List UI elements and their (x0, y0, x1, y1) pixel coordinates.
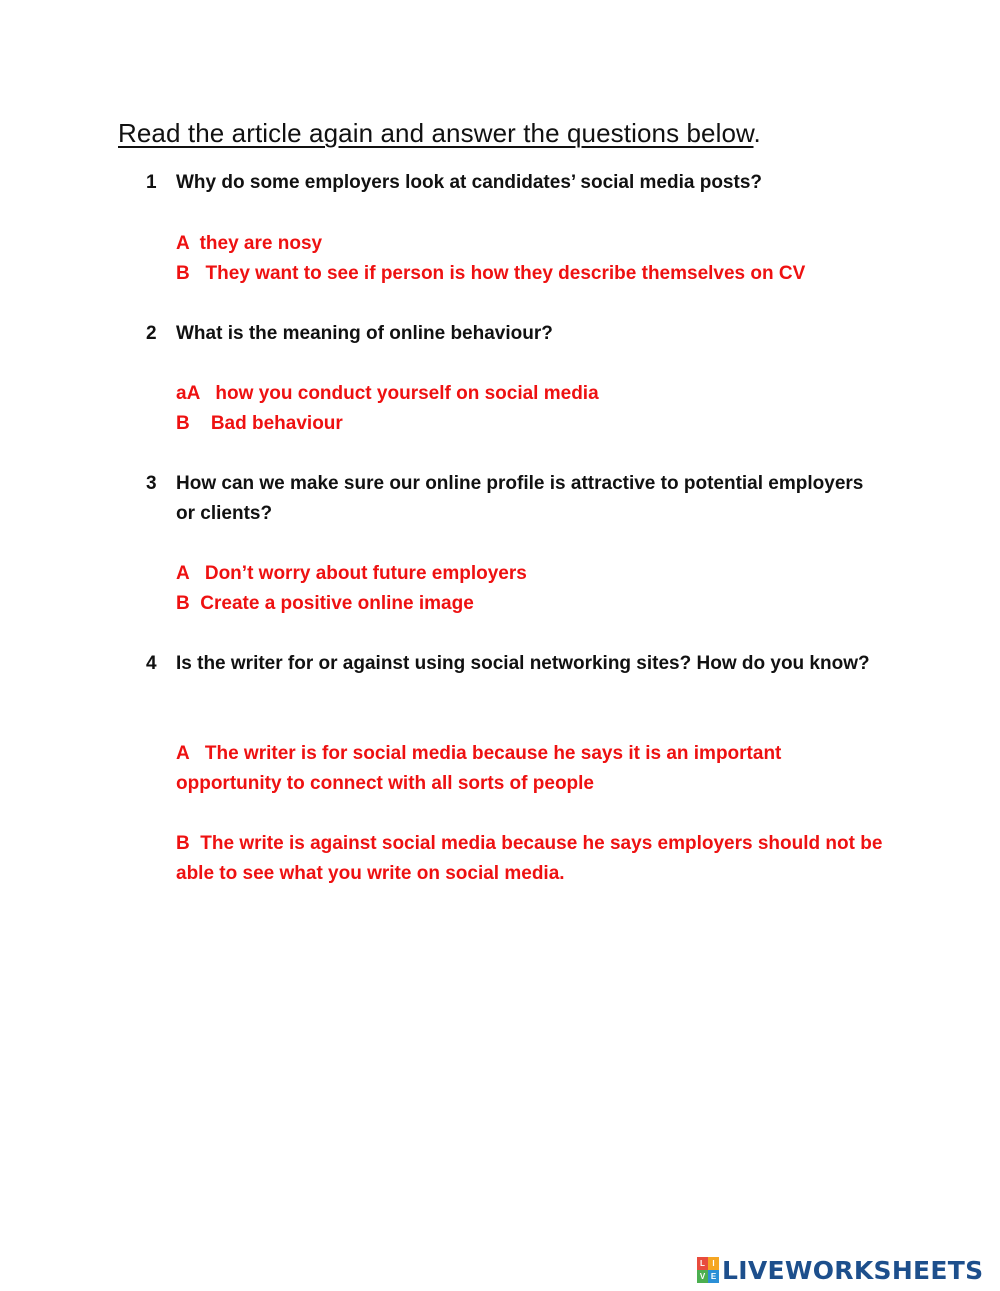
question-2 (146, 319, 886, 349)
answer-3b: B Create a positive online image (176, 593, 474, 614)
question-number: 3 (146, 473, 157, 494)
watermark-text: LIVEWORKSHEETS (722, 1255, 984, 1285)
logo-letter: E (708, 1270, 719, 1283)
question-text: Why do some employers look at candidates’ social media posts? (176, 172, 763, 193)
question-number: 2 (146, 323, 157, 344)
page-title-text: Read the article again and answer the questions below (118, 118, 754, 148)
answer-3a: A Don’t worry about future employers (176, 563, 527, 584)
logo-letter: V (697, 1270, 708, 1283)
question-text: Is the writer for or against using social networking sites? How do you know? (176, 653, 870, 674)
answer-2b: B Bad behaviour (176, 413, 343, 434)
liveworksheets-watermark (697, 1252, 983, 1288)
logo-letter: I (708, 1257, 719, 1270)
question-4 (146, 649, 886, 679)
question-text: What is the meaning of online behaviour? (176, 323, 553, 344)
page-title (118, 118, 761, 149)
question-3 (146, 469, 886, 529)
question-text: How can we make sure our online profile is attractive to potential employers or clients? (176, 473, 864, 524)
answer-1a: A they are nosy (176, 233, 323, 254)
answer-1b: B They want to see if person is how they describe themselves on CV (176, 263, 806, 284)
answer-2a: aA how you conduct yourself on social media (176, 383, 599, 404)
question-number: 1 (146, 172, 157, 193)
logo-letter: L (697, 1257, 708, 1270)
question-number: 4 (146, 653, 157, 674)
answer-4a: A The writer is for social media because he says it is an important opportunity to connect with all sorts of people (176, 743, 787, 794)
question-1 (146, 168, 886, 198)
answer-4b: B The write is against social media because he says employers should not be able to see what you write on social media. (176, 833, 888, 884)
page-title-period: . (753, 118, 761, 148)
liveworksheets-logo-icon (697, 1257, 719, 1283)
